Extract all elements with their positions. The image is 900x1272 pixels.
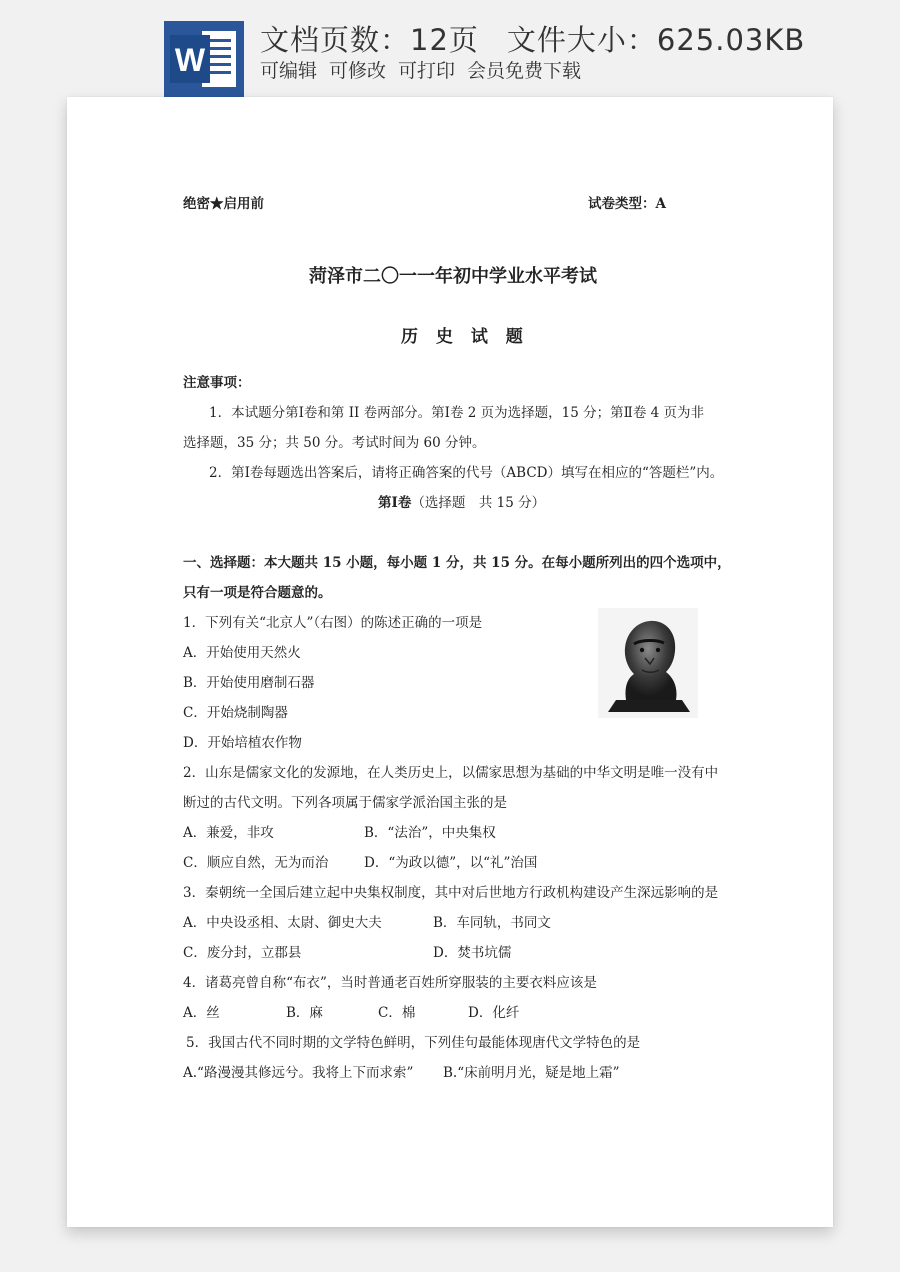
q1-option-d: D．开始培植农作物 <box>183 735 302 751</box>
feature-member-download: 会员免费下载 <box>467 60 582 82</box>
q5-option-a: A.“路漫漫其修远兮。我将上下而求索” <box>183 1065 414 1081</box>
document-page <box>67 97 833 1227</box>
paper-type-label: 试卷类型：A <box>588 196 666 212</box>
feature-editable: 可编辑 <box>260 60 318 82</box>
question-3: 3．秦朝统一全国后建立起中央集权制度，其中对后世地方行政机构建设产生深远影响的是 <box>183 885 719 901</box>
note-2: 2．第Ⅰ卷每题选出答案后，请将正确答案的代号（ABCD）填写在相应的“答题栏”内。 <box>209 465 724 481</box>
feature-modifiable: 可修改 <box>329 60 387 82</box>
question-2-line-2: 断过的古代文明。下列各项属于儒家学派治国主张的是 <box>183 795 507 811</box>
question-5: 5．我国古代不同时期的文学特色鲜明，下列佳句最能体现唐代文学特色的是 <box>186 1035 641 1051</box>
q3-option-d: D．焚书坑儒 <box>433 945 512 961</box>
q4-option-b: B．麻 <box>286 1005 323 1021</box>
question-1: 1．下列有关“北京人”（右图）的陈述正确的一项是 <box>183 615 483 631</box>
part1-instructions-line-2: 只有一项是符合题意的。 <box>183 585 332 601</box>
note-1-line-2: 选择题，35 分；共 50 分。考试时间为 60 分钟。 <box>183 435 486 451</box>
word-document-icon <box>164 21 244 97</box>
q2-option-a: A．兼爱，非攻 <box>183 825 274 841</box>
q2-option-b: B．“法治”，中央集权 <box>364 825 496 841</box>
q3-option-c: C．废分封，立郡县 <box>183 945 302 961</box>
word-icon-letter: W <box>174 42 206 78</box>
section-heading <box>378 495 545 511</box>
q4-option-a: A．丝 <box>183 1005 220 1021</box>
question-4: 4．诸葛亮曾自称“布衣”，当时普通老百姓所穿服装的主要衣料应该是 <box>183 975 597 991</box>
confidential-label: 绝密★启用前 <box>183 196 264 212</box>
peking-man-bust-image <box>598 608 698 718</box>
q1-option-a: A．开始使用天然火 <box>183 645 301 661</box>
feature-list <box>260 56 593 83</box>
page-count: 文档页数：12页 <box>260 23 479 57</box>
section-rest: （选择题 共 15 分） <box>411 495 546 511</box>
file-size: 文件大小：625.03KB <box>506 23 806 57</box>
q4-option-d: D．化纤 <box>468 1005 520 1021</box>
q1-option-b: B．开始使用磨制石器 <box>183 675 315 691</box>
download-banner <box>0 0 900 100</box>
section-bold: 第Ⅰ卷 <box>378 495 412 511</box>
q3-option-a: A．中央设丞相、太尉、御史大夫 <box>183 915 382 931</box>
question-2-line-1: 2．山东是儒家文化的发源地，在人类历史上，以儒家思想为基础的中华文明是唯一没有中 <box>183 765 719 781</box>
q5-option-b: B.“床前明月光，疑是地上霜” <box>443 1065 620 1081</box>
q4-option-c: C．棉 <box>378 1005 416 1021</box>
subject-title: 历 史 试 题 <box>401 327 529 347</box>
exam-title: 菏泽市二〇一一年初中学业水平考试 <box>309 266 597 287</box>
feature-printable: 可打印 <box>398 60 456 82</box>
note-1-line-1: 1．本试题分第Ⅰ卷和第 II 卷两部分。第Ⅰ卷 2 页为选择题，15 分；第Ⅱ卷 4 页为非 <box>209 405 704 421</box>
notes-heading: 注意事项： <box>183 375 251 391</box>
q3-option-b: B．车同轨，书同文 <box>433 915 551 931</box>
banner-title <box>260 18 805 59</box>
q1-option-c: C．开始烧制陶器 <box>183 705 288 721</box>
q2-option-d: D．“为政以德”，以“礼”治国 <box>364 855 538 871</box>
part1-instructions-line-1: 一、选择题：本大题共 15 小题，每小题 1 分，共 15 分。在每小题所列出的四个选项中， <box>183 555 731 571</box>
q2-option-c: C．顺应自然，无为而治 <box>183 855 329 871</box>
